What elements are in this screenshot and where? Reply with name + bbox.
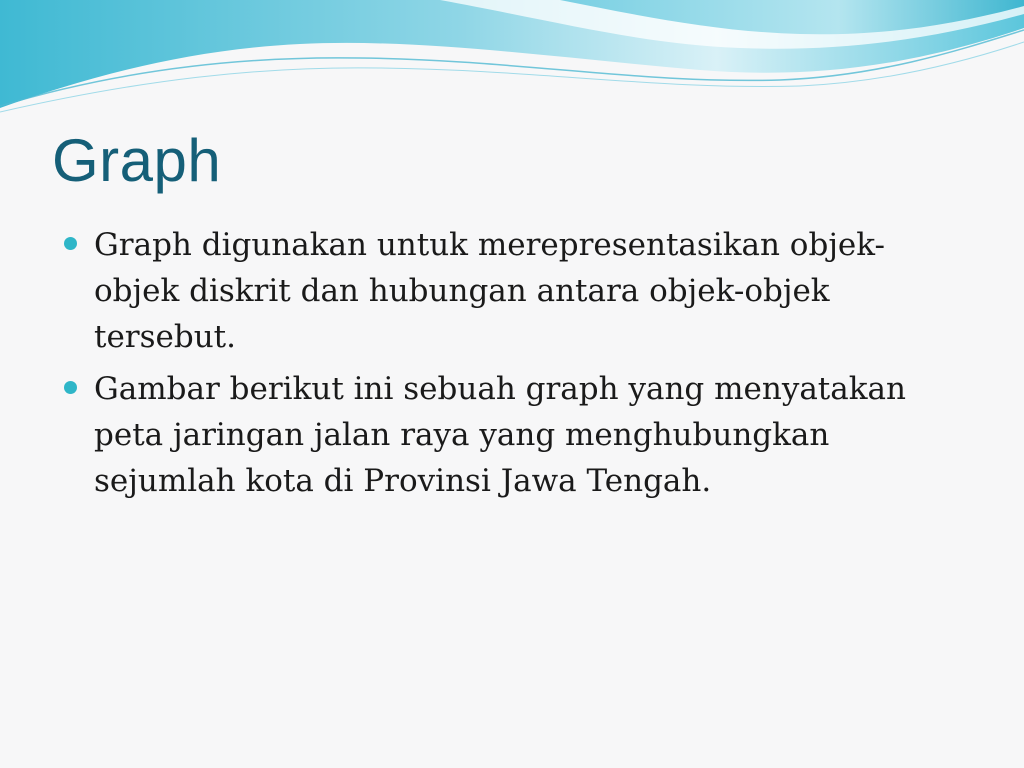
bullet-item [62,222,942,360]
bullet-item [62,366,942,504]
slide-title: Graph [52,127,222,194]
bullet-list [62,222,942,510]
bullet-dot-icon [64,381,77,394]
wave-header-decoration [0,0,1024,120]
bullet-dot-icon [64,237,77,250]
bullet-text: Gambar berikut ini sebuah graph yang menyatakan peta jaringan jalan raya yang menghubungkan sejumlah kota di Provinsi Jawa Tengah. [94,371,906,499]
bullet-text: Graph digunakan untuk merepresentasikan objek-objek diskrit dan hubungan antara objek-objek tersebut. [94,227,885,355]
